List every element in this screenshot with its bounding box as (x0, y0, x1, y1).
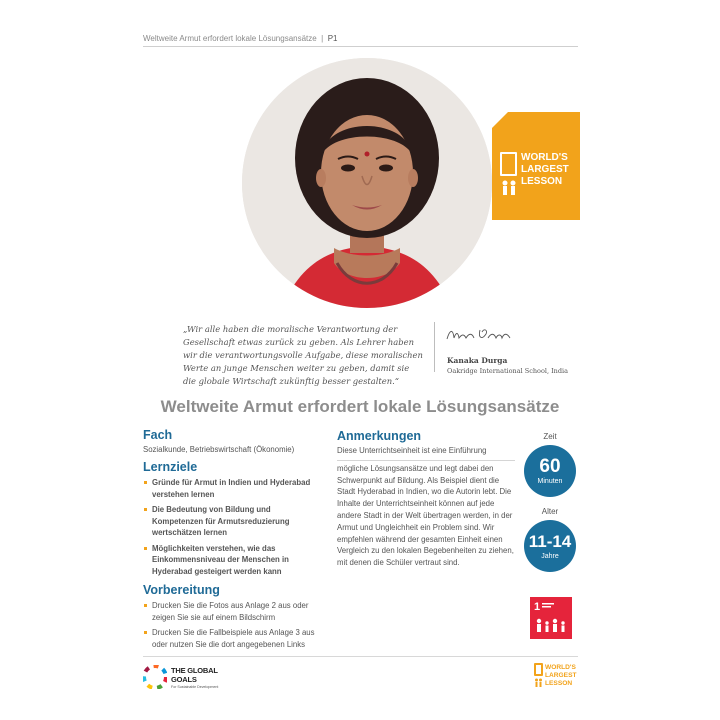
time-unit: Minuten (537, 478, 563, 485)
preparation-list (143, 600, 315, 650)
age-circle (524, 520, 576, 572)
footer-badge-line3: LESSON (545, 680, 573, 687)
global-goals-logo (143, 664, 233, 690)
running-header: Weltweite Armut erfordert lokale Lösungsansätze | P1 (143, 34, 578, 47)
global-goals-title: THE GLOBAL GOALS (171, 665, 218, 684)
badge-line2: LARGEST (521, 164, 569, 175)
sdg-goal-1-icon (530, 597, 572, 639)
notes-heading: Anmerkungen (337, 429, 422, 443)
worlds-largest-lesson-footer-logo (534, 660, 580, 690)
sdg-number: 1 (534, 601, 541, 613)
author-signature (444, 324, 514, 346)
objectives-list (143, 477, 315, 577)
age-label: Alter (541, 507, 559, 516)
author-affiliation: Oakridge International School, India (447, 367, 568, 375)
subject-heading: Fach (143, 428, 173, 442)
worlds-largest-lesson-badge (492, 112, 580, 220)
time-label: Zeit (543, 432, 557, 441)
badge-line1: WORLD'S (521, 152, 568, 163)
objective-item: Gründe für Armut in Indien und Hyderabad verstehen lernen (143, 477, 315, 500)
age-block (520, 507, 580, 572)
objective-item: Die Bedeutung von Bildung und Kompetenzen für Armutsreduzierung wertschätzen lernen (143, 504, 315, 539)
teacher-quote: „Wir alle haben die moralische Verantwortung der Gesellschaft etwas zurück zu geben. Als Lehrer haben wir die verantwortungsvolle Aufgabe, diese moralischen Werte an junge Menschen weiter zu geben, damit sie die globale Wirtschaft zukünftig besser gestalten.“ (183, 324, 423, 386)
notes-column (337, 429, 515, 569)
time-value: 60 (539, 456, 561, 477)
preparation-heading: Vorbereitung (143, 583, 220, 597)
preparation-item: Drucken Sie die Fallbeispiele aus Anlage 3 aus oder nutzen Sie die dort angegebenen Links (143, 627, 315, 650)
objectives-heading: Lernziele (143, 460, 198, 474)
footer-divider (143, 656, 578, 657)
notes-body: mögliche Lösungsansätze und legt dabei den Schwerpunkt auf Bildung. Als Beispiel dient die Stadt Hyderabad in Indien, wo die Autorin lebt. Die Inhalte der Unterrichtseinheit können auf jede andere Stadt in der Welt übertragen werden, in der Armut und Ungleichheit ein Problem sind. Wir empfehlen während der gesamten Einheit einen Vergleich zu den lokalen Begebenheiten zu ziehen, mit denen die Schüler vertraut sind. (337, 463, 514, 568)
left-column (143, 428, 315, 654)
lesson-title: Weltweite Armut erfordert lokale Lösungsansätze (160, 397, 560, 416)
subject-text: Sozialkunde, Betriebswirtschaft (Ökonomie) (143, 445, 295, 454)
time-circle (524, 445, 576, 497)
global-goals-subtitle: For Sustainable Development (171, 684, 219, 689)
running-title: Weltweite Armut erfordert lokale Lösungsansätze (143, 34, 317, 43)
footer-badge-line1: WORLD'S (545, 664, 576, 671)
badge-line3: LESSON (521, 176, 563, 187)
age-unit: Jahre (541, 553, 559, 560)
notes-intro: Diese Unterrichtseinheit ist eine Einführung (337, 446, 487, 455)
preparation-item: Drucken Sie die Fotos aus Anlage 2 aus oder zeigen Sie sie auf einem Bildschirm (143, 600, 315, 623)
author-name: Kanaka Durga (447, 356, 508, 365)
time-block (520, 432, 580, 497)
age-value: 11-14 (528, 532, 572, 551)
objective-item: Möglichkeiten verstehen, wie das Einkommensniveau der Menschen in Hyderabad gesteigert werden kann (143, 543, 315, 578)
footer-badge-line2: LARGEST (545, 672, 577, 679)
notes-divider (337, 460, 515, 461)
author-portrait (242, 58, 492, 308)
global-goals-wheel-icon (143, 665, 167, 689)
page-label: P1 (327, 34, 338, 43)
quote-divider (434, 322, 435, 372)
